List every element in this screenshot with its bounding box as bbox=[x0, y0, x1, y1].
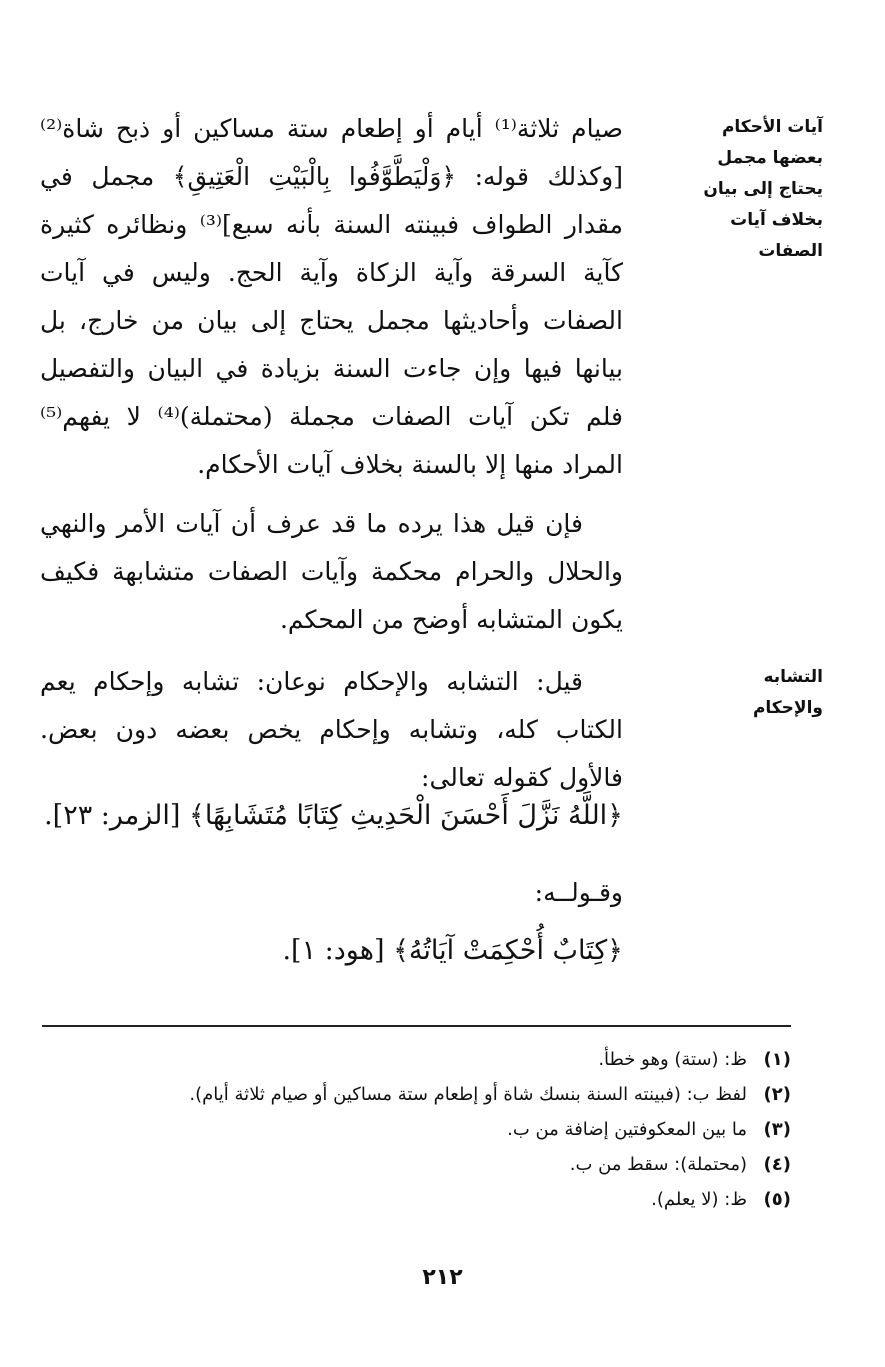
quote-intro: وقـولــه: bbox=[534, 878, 623, 907]
page-number: ٢١٢ bbox=[422, 1265, 463, 1290]
footnote-5: (٥) ظ: (لا يعلم). bbox=[651, 1189, 791, 1210]
footnote-2: (٢) لفظ ب: (فبينته السنة بنسك شاة أو إطعام ستة مساكين أو صيام ثلاثة أيام). bbox=[189, 1084, 791, 1105]
quran-quote-hud: ﴿كِتَابٌ أُحْكِمَتْ آيَاتُهُ﴾ [هود: ١]. bbox=[282, 935, 623, 966]
footnote-3: (٣) ما بين المعكوفتين إضافة من ب. bbox=[507, 1119, 791, 1140]
margin-note-tashabuh: التشابه والإحكام bbox=[752, 667, 823, 718]
quran-quote-zumar: ﴿اللَّهُ نَزَّلَ أَحْسَنَ الْحَدِيثِ كِتَابًا مُتَشَابِهًا﴾ [الزمر: ٢٣]. bbox=[44, 800, 623, 831]
paragraph-2: فإن قيل هذا يرده ما قد عرف أن آيات الأمر والنهي والحلال والحرام محكمة وآيات الصفات متشابهة فكيف يكون المتشابه أوضح من المحكم. bbox=[40, 509, 623, 634]
footnote-4: (٤) (محتملة): سقط من ب. bbox=[569, 1154, 791, 1175]
footnotes bbox=[42, 1042, 791, 1217]
margin-note-ahkam: آيات الأحكام بعضها مجمل يحتاج إلى بيان بخلاف آيات الصفات bbox=[703, 117, 823, 261]
footnote-1: (١) ظ: (ستة) وهو خطأ. bbox=[598, 1049, 791, 1070]
paragraph-3: قيل: التشابه والإحكام نوعان: تشابه وإحكام يعم الكتاب كله، وتشابه وإحكام يخص بعضه دون بعض. فالأول كقوله تعالى: bbox=[40, 667, 623, 792]
footnote-divider bbox=[42, 1025, 791, 1027]
paragraph-1: صيام ثلاثة⁽¹⁾ أيام أو إطعام ستة مساكين أو ذبح شاة⁽²⁾ [وكذلك قوله: ﴿وَلْيَطَّوَّفُوا بِالْبَيْتِ الْعَتِيقِ﴾ مجمل في مقدار الطواف فبينته السنة بأنه سبع]⁽³⁾ ونظائره كثيرة كآية السرقة وآية الزكاة وآية الحج. وليس في آيات الصفات وأحاديثها مجمل يحتاج إلى بيان من خارج، بل بيانها فيها وإن جاءت السنة بزيادة في البيان والتفصيل فلم تكن آيات الصفات مجملة (محتملة)⁽⁴⁾ لا يفهم⁽⁵⁾ المراد منها إلا بالسنة بخلاف آيات الأحكام. bbox=[40, 114, 624, 479]
